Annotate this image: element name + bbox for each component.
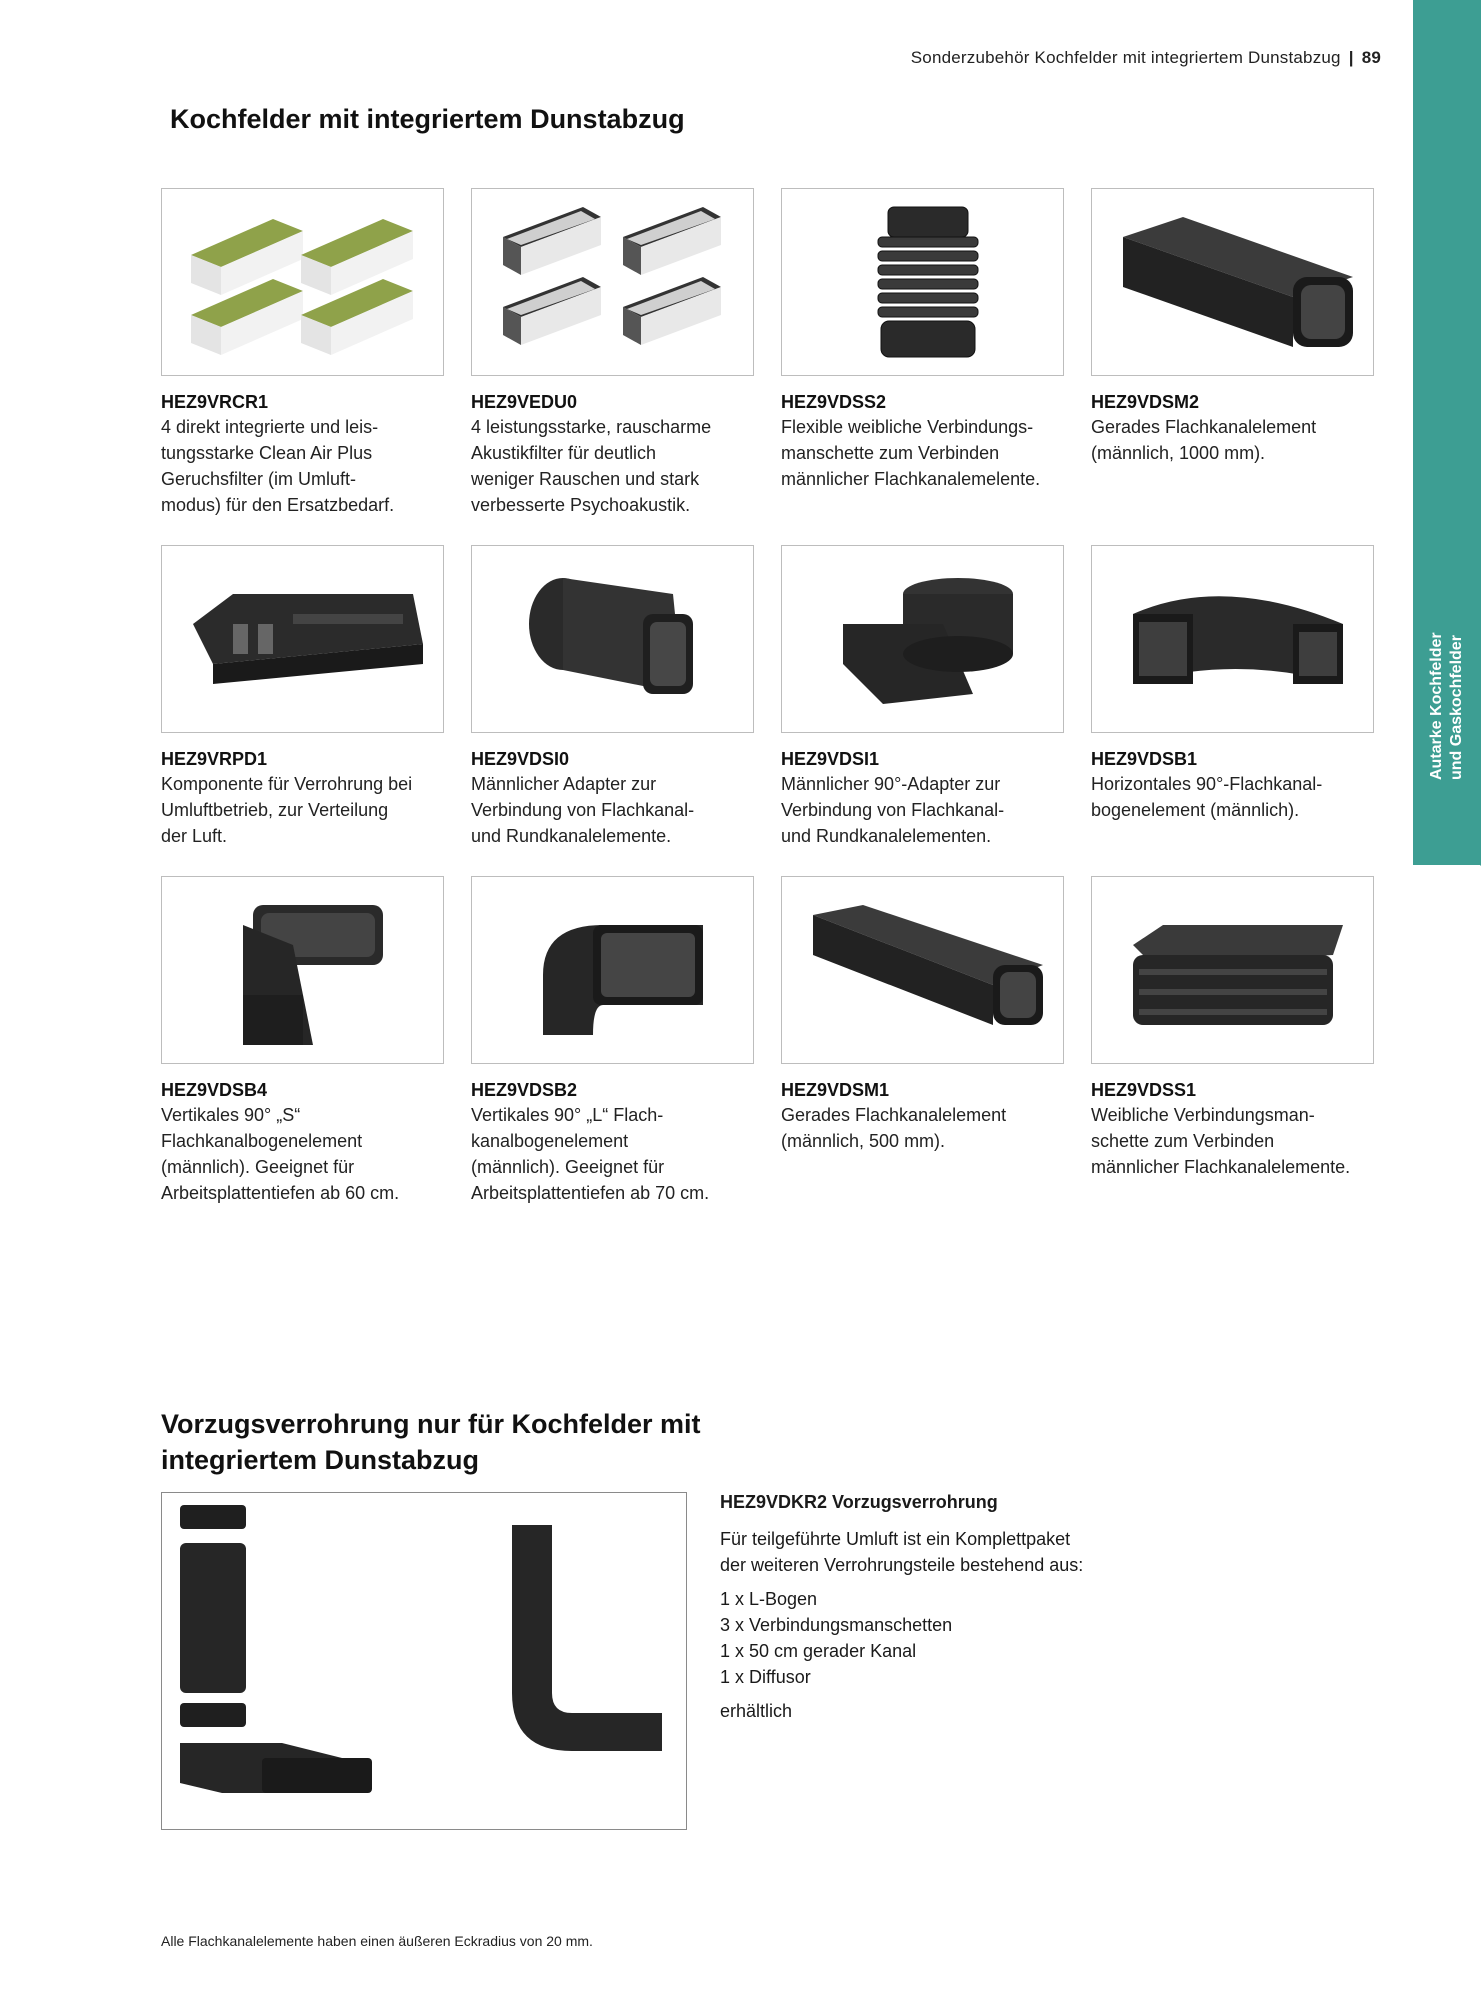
product-code: HEZ9VDSI0 bbox=[471, 749, 570, 769]
acoustic-filter-image bbox=[503, 207, 721, 345]
kit-title: HEZ9VDKR2 Vorzugsverrohrung bbox=[720, 1492, 998, 1512]
product-image-flat-duct-500 bbox=[781, 876, 1064, 1064]
product-image-male-adapter bbox=[471, 545, 754, 733]
product-description: Gerades Flachkanalelement (männlich, 1000 mm). bbox=[1091, 417, 1317, 463]
product-code: HEZ9VRCR1 bbox=[161, 392, 269, 412]
product-image-distributor bbox=[161, 545, 444, 733]
product-code: HEZ9VEDU0 bbox=[471, 392, 578, 412]
kit-item: 1 x Diffusor bbox=[720, 1667, 811, 1687]
footnote: Alle Flachkanalelemente haben einen äußeren Eckradius von 20 mm. bbox=[161, 1933, 593, 1949]
product-code: HEZ9VDSI1 bbox=[781, 749, 880, 769]
horizontal-bend-image bbox=[1133, 596, 1343, 684]
product-description: Vertikales 90° „L“ Flach- kanalbogenelement (männlich). Geeignet für Arbeitsplattentiefen ab 70 cm. bbox=[471, 1105, 710, 1203]
product-code: HEZ9VDSB4 bbox=[161, 1080, 268, 1100]
chapter-tab-label bbox=[1427, 580, 1467, 780]
flexible-sleeve-image bbox=[878, 207, 978, 357]
product-card bbox=[781, 876, 1064, 1206]
product-grid bbox=[161, 188, 1374, 1206]
product-code: HEZ9VDSB2 bbox=[471, 1080, 578, 1100]
running-header bbox=[911, 48, 1381, 68]
product-card bbox=[1091, 545, 1374, 849]
product-card bbox=[161, 545, 444, 849]
product-card bbox=[161, 876, 444, 1206]
product-card bbox=[781, 188, 1064, 518]
product-image-horizontal-bend bbox=[1091, 545, 1374, 733]
product-description: 4 direkt integrierte und leis- tungsstarke Clean Air Plus Geruchsfilter (im Umluft- modus) für den Ersatzbedarf. bbox=[161, 417, 395, 515]
product-description: Vertikales 90° „S“ Flachkanalbogenelement (männlich). Geeignet für Arbeitsplattentiefen ab 60 cm. bbox=[161, 1105, 400, 1203]
kit-intro: Für teilgeführte Umluft ist ein Komplettpaket der weiteren Verrohrungsteile bestehend aus: bbox=[720, 1529, 1084, 1575]
kit-item: 1 x 50 cm gerader Kanal bbox=[720, 1641, 917, 1661]
product-code: HEZ9VDSS2 bbox=[781, 392, 887, 412]
page-number: 89 bbox=[1361, 48, 1381, 67]
product-description: Gerades Flachkanalelement (männlich, 500 mm). bbox=[781, 1105, 1007, 1151]
flat-duct-image bbox=[1123, 217, 1353, 347]
product-image-flat-duct-1000 bbox=[1091, 188, 1374, 376]
kit-item: 1 x L-Bogen bbox=[720, 1589, 818, 1609]
product-image-flexible-sleeve bbox=[781, 188, 1064, 376]
product-code: HEZ9VDSM1 bbox=[781, 1080, 890, 1100]
adapter-90-image bbox=[843, 578, 1013, 704]
s-bend-image bbox=[243, 905, 383, 1045]
female-sleeve-image bbox=[1133, 925, 1343, 1025]
product-description: 4 leistungsstarke, rauscharme Akustikfilter für deutlich weniger Rauschen und stark verbesserte Psychoakustik. bbox=[471, 417, 712, 515]
chapter-tab-line2: und Gaskochfelder bbox=[1448, 635, 1465, 780]
product-image-90-adapter bbox=[781, 545, 1064, 733]
carbon-filter-image bbox=[191, 219, 413, 355]
kit-info bbox=[720, 1488, 1160, 1724]
header-separator: | bbox=[1348, 48, 1354, 67]
l-bend-image bbox=[543, 925, 703, 1035]
product-image-l-bend bbox=[471, 876, 754, 1064]
product-description: Flexible weibliche Verbindungs- manschette zum Verbinden männlicher Flachkanalemelente. bbox=[781, 417, 1041, 489]
product-card bbox=[471, 188, 754, 518]
product-card bbox=[161, 188, 444, 518]
chapter-tab-line1: Autarke Kochfelder bbox=[1428, 632, 1445, 780]
product-description: Komponente für Verrohrung bei Umluftbetrieb, zur Verteilung der Luft. bbox=[161, 774, 413, 846]
product-code: HEZ9VDSB1 bbox=[1091, 749, 1198, 769]
product-image-carbon-filters bbox=[161, 188, 444, 376]
product-description: Männlicher Adapter zur Verbindung von Flachkanal- und Rundkanalelemente. bbox=[471, 774, 695, 846]
product-code: HEZ9VRPD1 bbox=[161, 749, 268, 769]
page-title: Kochfelder mit integriertem Dunstabzug bbox=[170, 104, 685, 134]
product-description: Horizontales 90°-Flachkanal- bogenelement (männlich). bbox=[1091, 774, 1323, 820]
chapter-tab-corner bbox=[1413, 800, 1481, 866]
kit-availability: erhältlich bbox=[720, 1701, 793, 1721]
kit-item: 3 x Verbindungsmanschetten bbox=[720, 1615, 953, 1635]
product-card bbox=[781, 545, 1064, 849]
kit-image bbox=[161, 1492, 687, 1830]
product-description: Männlicher 90°-Adapter zur Verbindung von Flachkanal- und Rundkanalelementen. bbox=[781, 774, 1005, 846]
product-card bbox=[471, 876, 754, 1206]
product-code: HEZ9VDSS1 bbox=[1091, 1080, 1197, 1100]
kit-items-list bbox=[720, 1586, 1160, 1690]
male-adapter-image bbox=[529, 578, 693, 694]
product-code: HEZ9VDSM2 bbox=[1091, 392, 1200, 412]
product-image-s-bend bbox=[161, 876, 444, 1064]
product-image-acoustic-filters bbox=[471, 188, 754, 376]
kit-parts-image bbox=[180, 1505, 662, 1793]
distributor-image bbox=[193, 594, 423, 684]
flat-duct-short-image bbox=[813, 905, 1043, 1025]
section-title-preferred-piping: Vorzugsverrohrung nur für Kochfelder mit integriertem Dunstabzug bbox=[161, 1409, 701, 1475]
product-image-female-sleeve bbox=[1091, 876, 1374, 1064]
product-card bbox=[471, 545, 754, 849]
header-section-title: Sonderzubehör Kochfelder mit integriertem Dunstabzug bbox=[910, 48, 1341, 67]
product-description: Weibliche Verbindungsman- schette zum Verbinden männlicher Flachkanalelemente. bbox=[1091, 1105, 1351, 1177]
product-card bbox=[1091, 876, 1374, 1206]
product-card bbox=[1091, 188, 1374, 518]
